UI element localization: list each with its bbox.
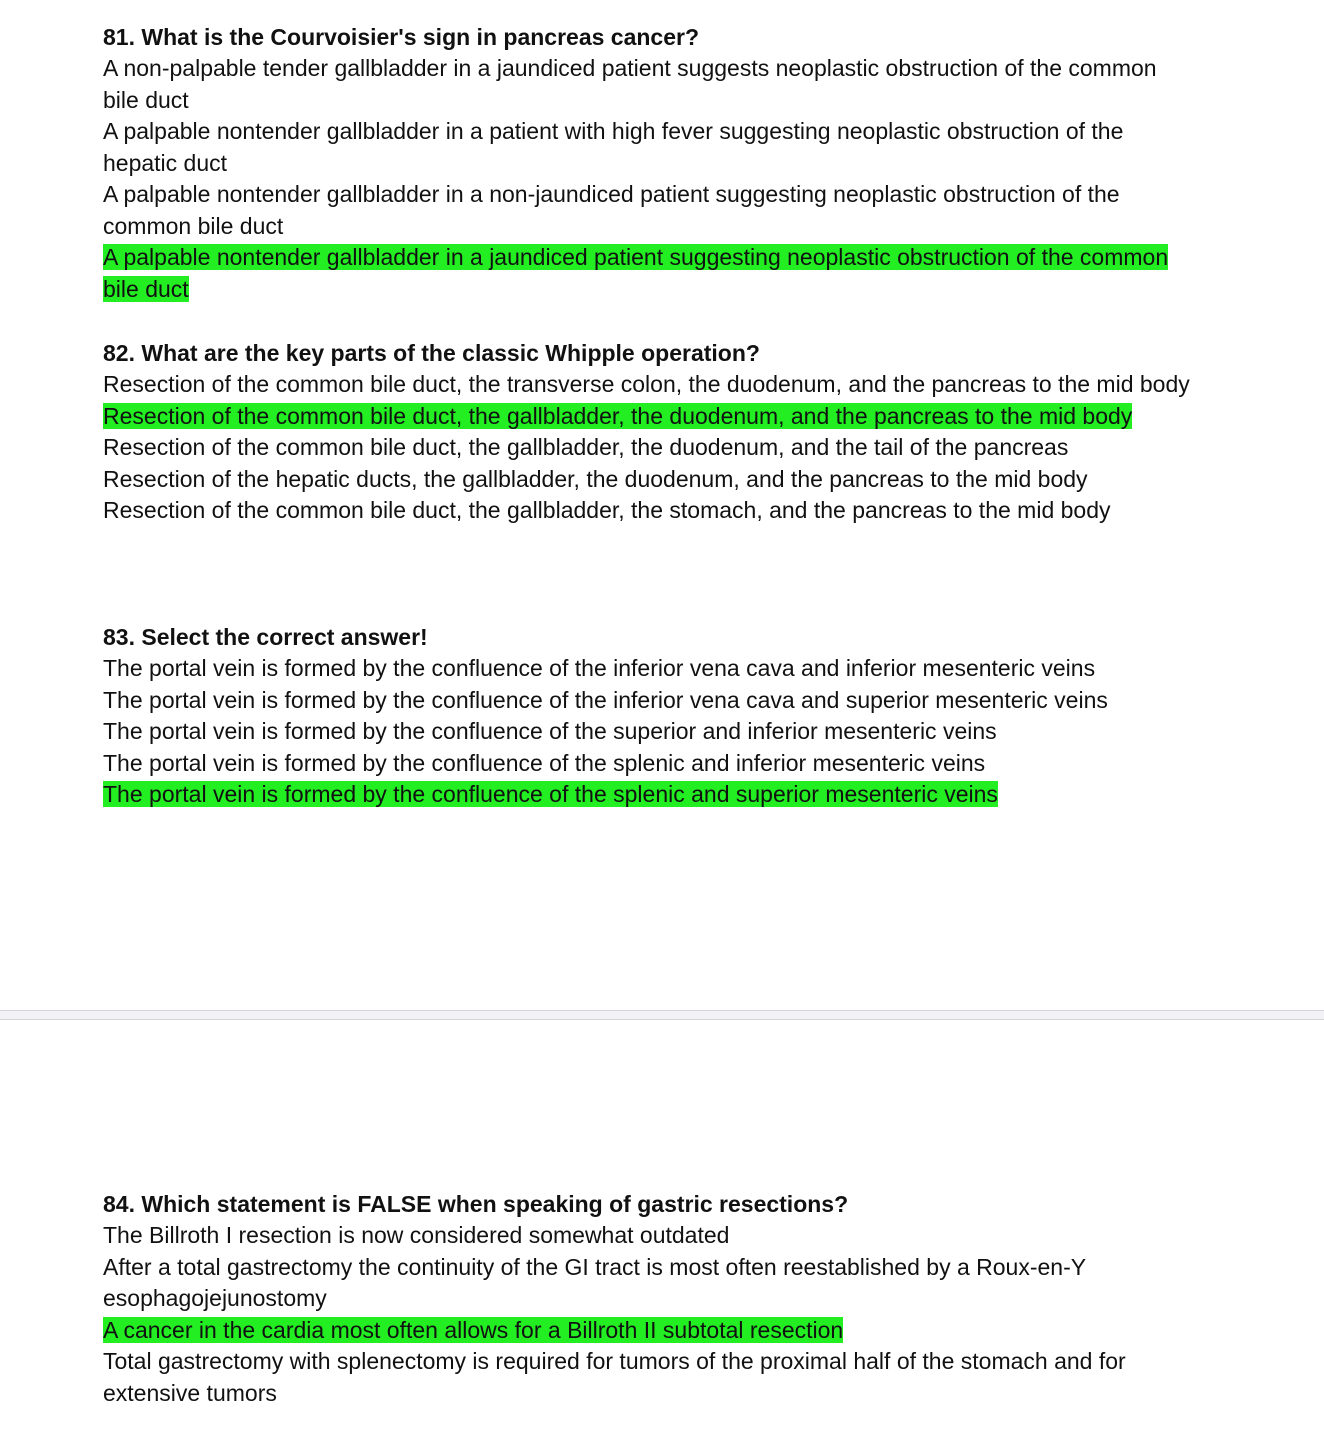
question-83 (103, 622, 1193, 811)
answer-option-text: The portal vein is formed by the confluence of the splenic and inferior mesenteric veins (103, 749, 986, 776)
answer-option-text: The portal vein is formed by the confluence of the inferior vena cava and inferior mesenteric veins (103, 655, 1096, 681)
answer-option-text: A palpable nontender gallbladder in a patient with high fever suggesting neoplastic obstruction of the hepatic duct (103, 118, 1124, 176)
page-break-divider (0, 1010, 1324, 1020)
answer-option[interactable] (103, 464, 1193, 496)
answer-option[interactable] (103, 1252, 1193, 1315)
answer-option-text: The portal vein is formed by the confluence of the superior and inferior mesenteric veins (103, 718, 997, 744)
answer-option[interactable] (103, 653, 1193, 685)
answer-option-text: After a total gastrectomy the continuity of the GI tract is most often reestablished by a Roux-en-Y esophagojejunostomy (103, 1253, 1086, 1311)
answer-option-text: Resection of the common bile duct, the gallbladder, the duodenum, and the tail of the pancreas (103, 434, 1069, 460)
answer-option-text: Resection of the common bile duct, the transverse colon, the duodenum, and the pancreas to the mid body (103, 371, 1190, 397)
question-title: 83. Select the correct answer! (103, 624, 428, 650)
answer-option[interactable] (103, 685, 1193, 717)
answer-option-correct[interactable] (103, 779, 1193, 811)
answer-option-correct[interactable] (103, 242, 1193, 305)
question-84 (103, 1189, 1193, 1409)
question-title: 82. What are the key parts of the classic Whipple operation? (103, 340, 760, 366)
answer-option[interactable] (103, 748, 1193, 780)
answer-option[interactable] (103, 716, 1193, 748)
answer-option-correct[interactable] (103, 401, 1193, 433)
answer-option-text: The portal vein is formed by the confluence of the inferior vena cava and superior mesenteric veins (103, 686, 1108, 713)
answer-option[interactable] (103, 116, 1193, 179)
answer-option[interactable] (103, 1220, 1193, 1252)
answer-option[interactable] (103, 53, 1193, 116)
question-title: 84. Which statement is FALSE when speaking of gastric resections? (103, 1191, 849, 1217)
answer-option[interactable] (103, 432, 1193, 464)
answer-option[interactable] (103, 495, 1193, 527)
answer-option-text: Total gastrectomy with splenectomy is required for tumors of the proximal half of the stomach and for extensive tumors (103, 1348, 1126, 1406)
answer-option-text: A palpable nontender gallbladder in a non-jaundiced patient suggesting neoplastic obstruction of the common bile duct (103, 181, 1120, 239)
answer-option-text: A palpable nontender gallbladder in a jaundiced patient suggesting neoplastic obstruction of the common bile duct (103, 244, 1169, 302)
answer-option[interactable] (103, 369, 1193, 401)
answer-option-text: A cancer in the cardia most often allows for a Billroth II subtotal resection (103, 1316, 844, 1343)
question-82 (103, 338, 1193, 527)
answer-option[interactable] (103, 179, 1193, 242)
answer-option-text: Resection of the common bile duct, the gallbladder, the stomach, and the pancreas to the mid body (103, 497, 1111, 523)
question-81 (103, 22, 1193, 305)
answer-option-text: Resection of the hepatic ducts, the gallbladder, the duodenum, and the pancreas to the mid body (103, 465, 1088, 492)
question-title: 81. What is the Courvoisier's sign in pancreas cancer? (103, 24, 700, 50)
answer-option-text: Resection of the common bile duct, the gallbladder, the duodenum, and the pancreas to the mid body (103, 402, 1133, 429)
answer-option-correct[interactable] (103, 1315, 1193, 1347)
answer-option[interactable] (103, 1346, 1193, 1409)
answer-option-text: A non-palpable tender gallbladder in a jaundiced patient suggests neoplastic obstruction of the common bile duct (103, 55, 1157, 113)
answer-option-text: The Billroth I resection is now considered somewhat outdated (103, 1222, 730, 1248)
answer-option-text: The portal vein is formed by the confluence of the splenic and superior mesenteric veins (103, 781, 998, 807)
